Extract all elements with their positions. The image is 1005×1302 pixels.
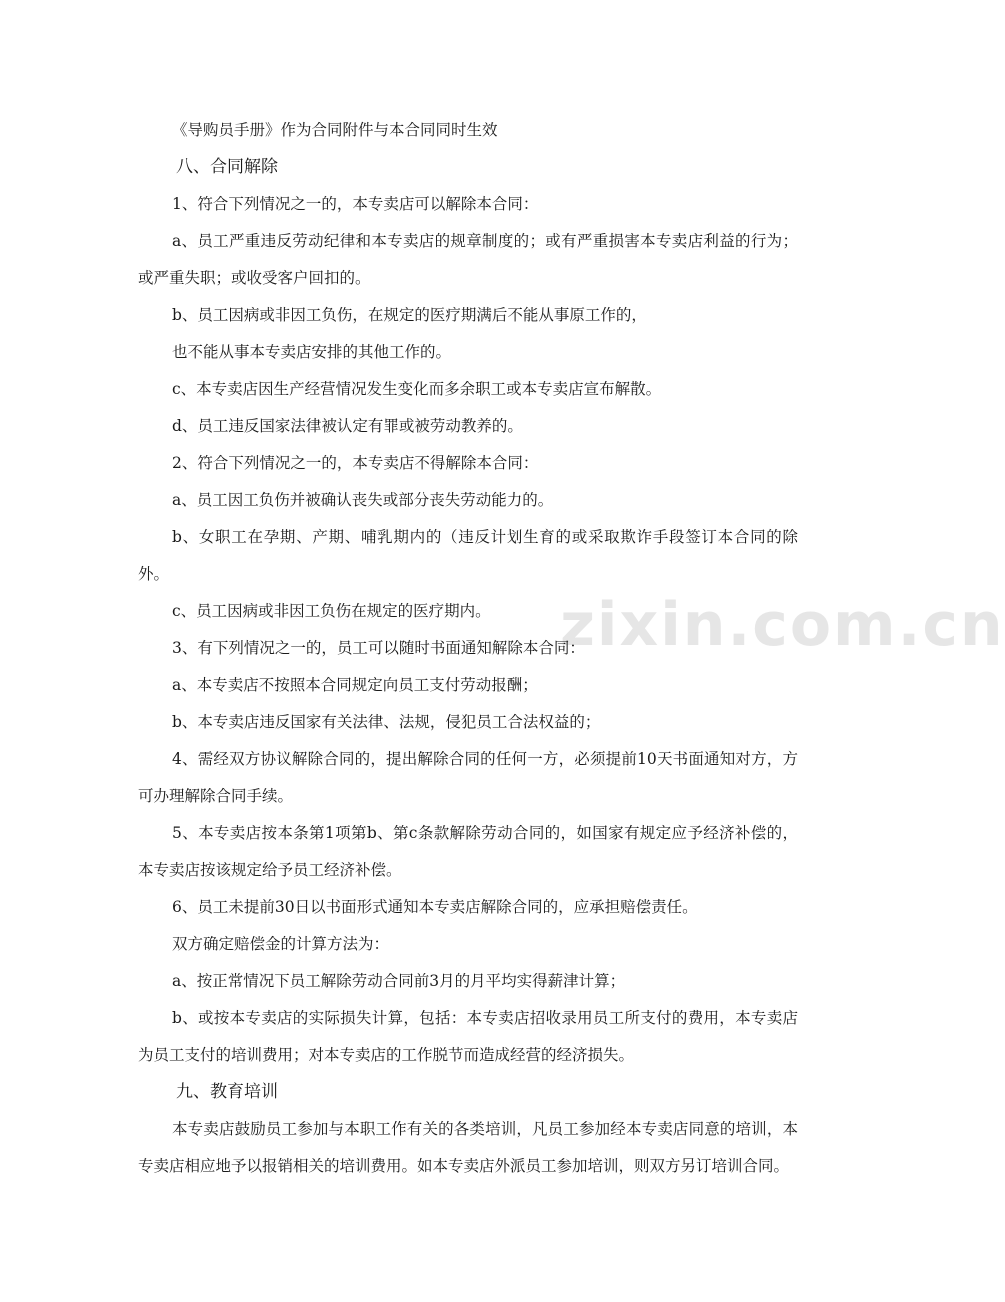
watermark: zixin.com.cn [560,590,1005,660]
clause-3-a: a、本专卖店不按照本合同规定向员工支付劳动报酬； [172,676,538,694]
section-heading-education-training: 九、教育培训 [176,1082,278,1102]
clause-1: 1、符合下列情况之一的，本专卖店可以解除本合同： [172,195,539,213]
clause-1-c: c、本专卖店因生产经营情况发生变化而多余职工或本专卖店宣布解散。 [172,380,662,398]
compensation-method-b: b、或按本专卖店的实际损失计算，包括：本专卖店招收录用员工所支付的费用，本专卖店为员工支付的培训费用；对本专卖店的工作脱节而造成经营的经济损失。 [138,1009,798,1064]
training-paragraph: 本专卖店鼓励员工参加与本职工作有关的各类培训，凡员工参加经本专卖店同意的培训，本专卖店相应地予以报销相关的培训费用。如本专卖店外派员工参加培训，则双方另订培训合同。 [138,1120,798,1175]
clause-3-b: b、本专卖店违反国家有关法律、法规，侵犯员工合法权益的； [172,713,601,731]
section-heading-contract-termination: 八、合同解除 [176,157,278,177]
clause-1-b: b、员工因病或非因工负伤，在规定的医疗期满后不能从事原工作的， [172,306,647,324]
clause-5: 5、本专卖店按本条第1项第b、第c条款解除劳动合同的，如国家有规定应予经济补偿的，本专卖店按该规定给予员工经济补偿。 [138,824,798,879]
clause-2-b: b、女职工在孕期、产期、哺乳期内的（违反计划生育的或采取欺诈手段签订本合同的除外。 [138,528,798,583]
clause-2: 2、符合下列情况之一的，本专卖店不得解除本合同： [172,454,539,472]
clause-1-d: d、员工违反国家法律被认定有罪或被劳动教养的。 [172,417,523,435]
clause-2-a: a、员工因工负伤并被确认丧失或部分丧失劳动能力的。 [172,491,554,509]
clause-1-b-continued: 也不能从事本专卖店安排的其他工作的。 [172,343,452,361]
paragraph-attachment-note: 《导购员手册》作为合同附件与本合同同时生效 [172,121,498,139]
clause-3: 3、有下列情况之一的，员工可以随时书面通知解除本合同： [172,639,585,657]
clause-4: 4、需经双方协议解除合同的，提出解除合同的任何一方，必须提前10天书面通知对方，方可办理解除合同手续。 [138,750,798,805]
clause-2-c: c、员工因病或非因工负伤在规定的医疗期内。 [172,602,491,620]
document-body [138,112,798,1185]
clause-1-a: a、员工严重违反劳动纪律和本专卖店的规章制度的；或有严重损害本专卖店利益的行为；或严重失职；或收受客户回扣的。 [138,232,798,287]
clause-6: 6、员工未提前30日以书面形式通知本专卖店解除合同的，应承担赔偿责任。 [172,898,698,916]
compensation-method-a: a、按正常情况下员工解除劳动合同前3月的月平均实得薪津计算； [172,972,626,990]
compensation-method-intro: 双方确定赔偿金的计算方法为： [172,935,390,953]
